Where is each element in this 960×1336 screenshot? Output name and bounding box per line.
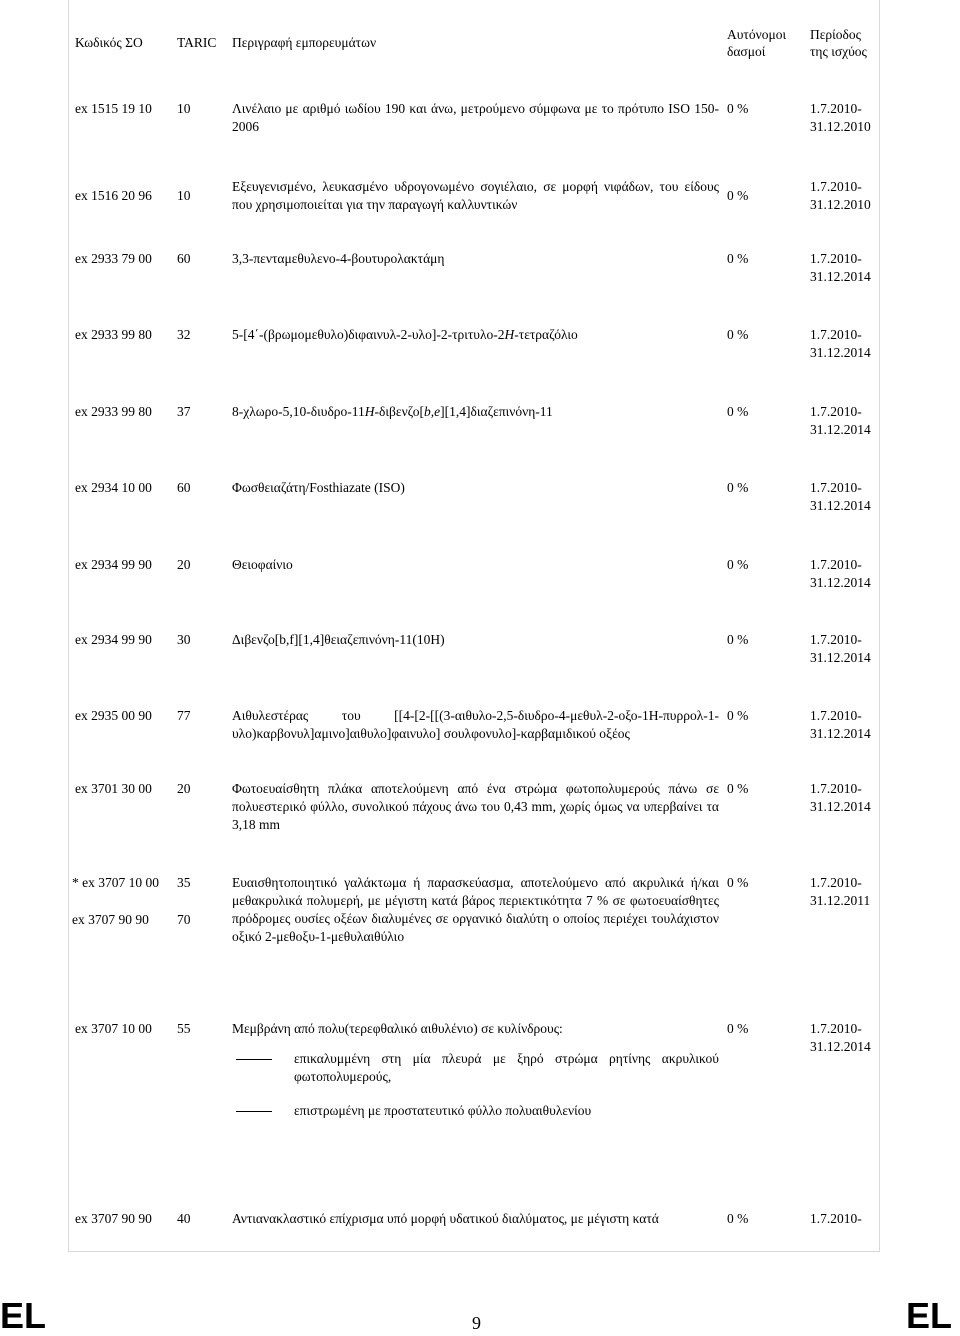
- validity-period: 1.7.2010- 31.12.2014: [810, 480, 871, 513]
- taric-code: 55: [177, 1021, 191, 1036]
- duty-rate: 0 %: [727, 708, 749, 723]
- description: Ευαισθητοποιητικό γαλάκτωμα ή παρασκεύασμα, αποτελούμενο από ακρυλικά ή/και μεθακρυλικά πολυμερή, με μέγιστη κατά βάρος περιεκτικότητα 7 % σε φωτοευαίσθητες πρόδρομες ουσίες οξέων διαλυμένες σε οργανικό διαλύτη ο οποίος περιέχει τουλάχιστον οξικό 2-μεθοξυ-1-μεθυλαιθύλιο: [232, 875, 719, 944]
- header-cn-code: Κωδικός ΣΟ: [75, 35, 143, 50]
- description: Φωσθειαζάτη/Fosthiazate (ISO): [232, 480, 405, 495]
- dash-marker: [236, 1059, 272, 1060]
- taric-code: 40: [177, 1211, 191, 1226]
- header-taric: TARIC: [177, 35, 217, 50]
- taric-code: 77: [177, 708, 191, 723]
- description: 5-[4΄-(βρωμομεθυλο)διφαινυλ-2-υλο]-2-τριτυλο-2H-τετραζόλιο: [232, 327, 578, 342]
- duty-rate: 0 %: [727, 557, 749, 572]
- cn-code: ex 3707 90 90: [75, 1211, 152, 1226]
- taric-code: 20: [177, 781, 191, 796]
- duty-rate: 0 %: [727, 251, 749, 266]
- description: 3,3-πενταμεθυλενο-4-βουτυρολακτάμη: [232, 251, 445, 266]
- header-description: Περιγραφή εμπορευμάτων: [232, 35, 377, 50]
- validity-period: 1.7.2010- 31.12.2010: [810, 179, 871, 212]
- dash-marker: [236, 1111, 272, 1112]
- validity-period: 1.7.2010- 31.12.2014: [810, 557, 871, 590]
- taric-code: 60: [177, 480, 191, 495]
- header-period: Περίοδος της ισχύος: [810, 27, 867, 59]
- cn-code: ex 2934 99 90: [75, 632, 152, 647]
- validity-period: 1.7.2010- 31.12.2010: [810, 101, 871, 134]
- duty-rate: 0 %: [727, 188, 749, 203]
- validity-period: 1.7.2010- 31.12.2014: [810, 708, 871, 741]
- description: 8-χλωρο-5,10-διυδρο-11H-διβενζο[b,e][1,4]διαζεπινόνη-11: [232, 404, 553, 419]
- language-code-right: EL: [906, 1295, 953, 1336]
- taric-code: 20: [177, 557, 191, 572]
- validity-period: 1.7.2010- 31.12.2014: [810, 632, 871, 665]
- header-rate: Αυτόνομοι δασμοί: [727, 27, 787, 59]
- duty-rate: 0 %: [727, 875, 749, 890]
- validity-period: 1.7.2010- 31.12.2014: [810, 404, 871, 437]
- table-header: [68, 24, 880, 64]
- page-number: 9: [472, 1313, 481, 1333]
- validity-period: 1.7.2010- 31.12.2014: [810, 1021, 871, 1054]
- cn-code: ex 2933 99 80: [75, 404, 152, 419]
- duty-rate: 0 %: [727, 404, 749, 419]
- validity-period: 1.7.2010- 31.12.2014: [810, 781, 871, 814]
- taric-code: 37: [177, 404, 191, 419]
- taric-code: 10: [177, 188, 191, 203]
- taric-code: 10: [177, 101, 191, 116]
- description: Θειοφαίνιο: [232, 557, 293, 572]
- description: Λινέλαιο με αριθμό ιωδίου 190 και άνω, μετρούμενο σύμφωνα με το πρότυπο ISO 150-2006: [232, 101, 719, 134]
- taric-code: 32: [177, 327, 191, 342]
- validity-period: 1.7.2010- 31.12.2011: [810, 875, 871, 908]
- validity-period: 1.7.2010-: [810, 1211, 862, 1226]
- taric-code: 60: [177, 251, 191, 266]
- cn-code: ex 2934 99 90: [75, 557, 152, 572]
- taric-code: 30: [177, 632, 191, 647]
- cn-code: ex 2933 99 80: [75, 327, 152, 342]
- taric-code: 35 70: [177, 875, 191, 927]
- duty-rate: 0 %: [727, 1211, 749, 1226]
- description: Διβενζο[b,f][1,4]θειαζεπινόνη-11(10H): [232, 632, 445, 647]
- cn-code: ex 1515 19 10: [75, 101, 152, 116]
- list-item: επικαλυμμένη στη μία πλευρά με ξηρό στρώμα ρητίνης ακρυλικού φωτοπολυμερούς,: [232, 1050, 719, 1086]
- language-code-left: EL: [0, 1295, 47, 1336]
- description: Μεμβράνη από πολυ(τερεφθαλικό αιθυλένιο) σε κυλίνδρους: επικαλυμμένη στη μία πλευρά με ξηρό στρώμα ρητίνης ακρυλικού φωτοπολυμερούς, επιστρωμένη με προστατευτικό φύλλο πολυαιθυλενίου: [232, 1021, 719, 1118]
- duty-rate: 0 %: [727, 781, 749, 796]
- duty-rate: 0 %: [727, 632, 749, 647]
- description: Αντιανακλαστικό επίχρισμα υπό μορφή υδατικού διαλύματος, με μέγιστη κατά: [232, 1211, 659, 1226]
- validity-period: 1.7.2010- 31.12.2014: [810, 251, 871, 284]
- validity-period: 1.7.2010- 31.12.2014: [810, 327, 871, 360]
- description: Φωτοευαίσθητη πλάκα αποτελούμενη από ένα στρώμα φωτοπολυμερούς πάνω σε πολυεστερικό φύλλο, συνολικού πάχους άνω του 0,43 mm, χωρίς όμως να υπερβαίνει τα 3,18 mm: [232, 781, 719, 832]
- cn-code: ex 3701 30 00: [75, 781, 152, 796]
- description: Αιθυλεστέρας του [[4-[2-[[(3-αιθυλο-2,5-διυδρο-4-μεθυλ-2-οξο-1H-πυρρολ-1-υλο)καρβονυλ]αμινο]αιθυλο]φαινυλο] σουλφονυλο]-καρβαμιδικού οξέος: [232, 708, 719, 741]
- duty-rate: 0 %: [727, 480, 749, 495]
- cn-code: ex 2933 79 00: [75, 251, 152, 266]
- document-page: [68, 0, 880, 1334]
- cn-code: ex 2935 00 90: [75, 708, 152, 723]
- description: Εξευγενισμένο, λευκασμένο υδρογονωμένο σογιέλαιο, σε μορφή νιφάδων, του είδους που χρησιμοποιείται για την παραγωγή καλλυντικών: [232, 179, 719, 212]
- cn-code: ex 3707 10 00: [75, 1021, 152, 1036]
- cn-code: * ex 3707 10 00 ex 3707 90 90: [72, 875, 159, 927]
- cn-code: ex 2934 10 00: [75, 480, 152, 495]
- list-item: επιστρωμένη με προστατευτικό φύλλο πολυαιθυλενίου: [232, 1102, 719, 1120]
- duty-rate: 0 %: [727, 1021, 749, 1036]
- duty-rate: 0 %: [727, 101, 749, 116]
- cn-code: ex 1516 20 96: [75, 188, 152, 203]
- duty-rate: 0 %: [727, 327, 749, 342]
